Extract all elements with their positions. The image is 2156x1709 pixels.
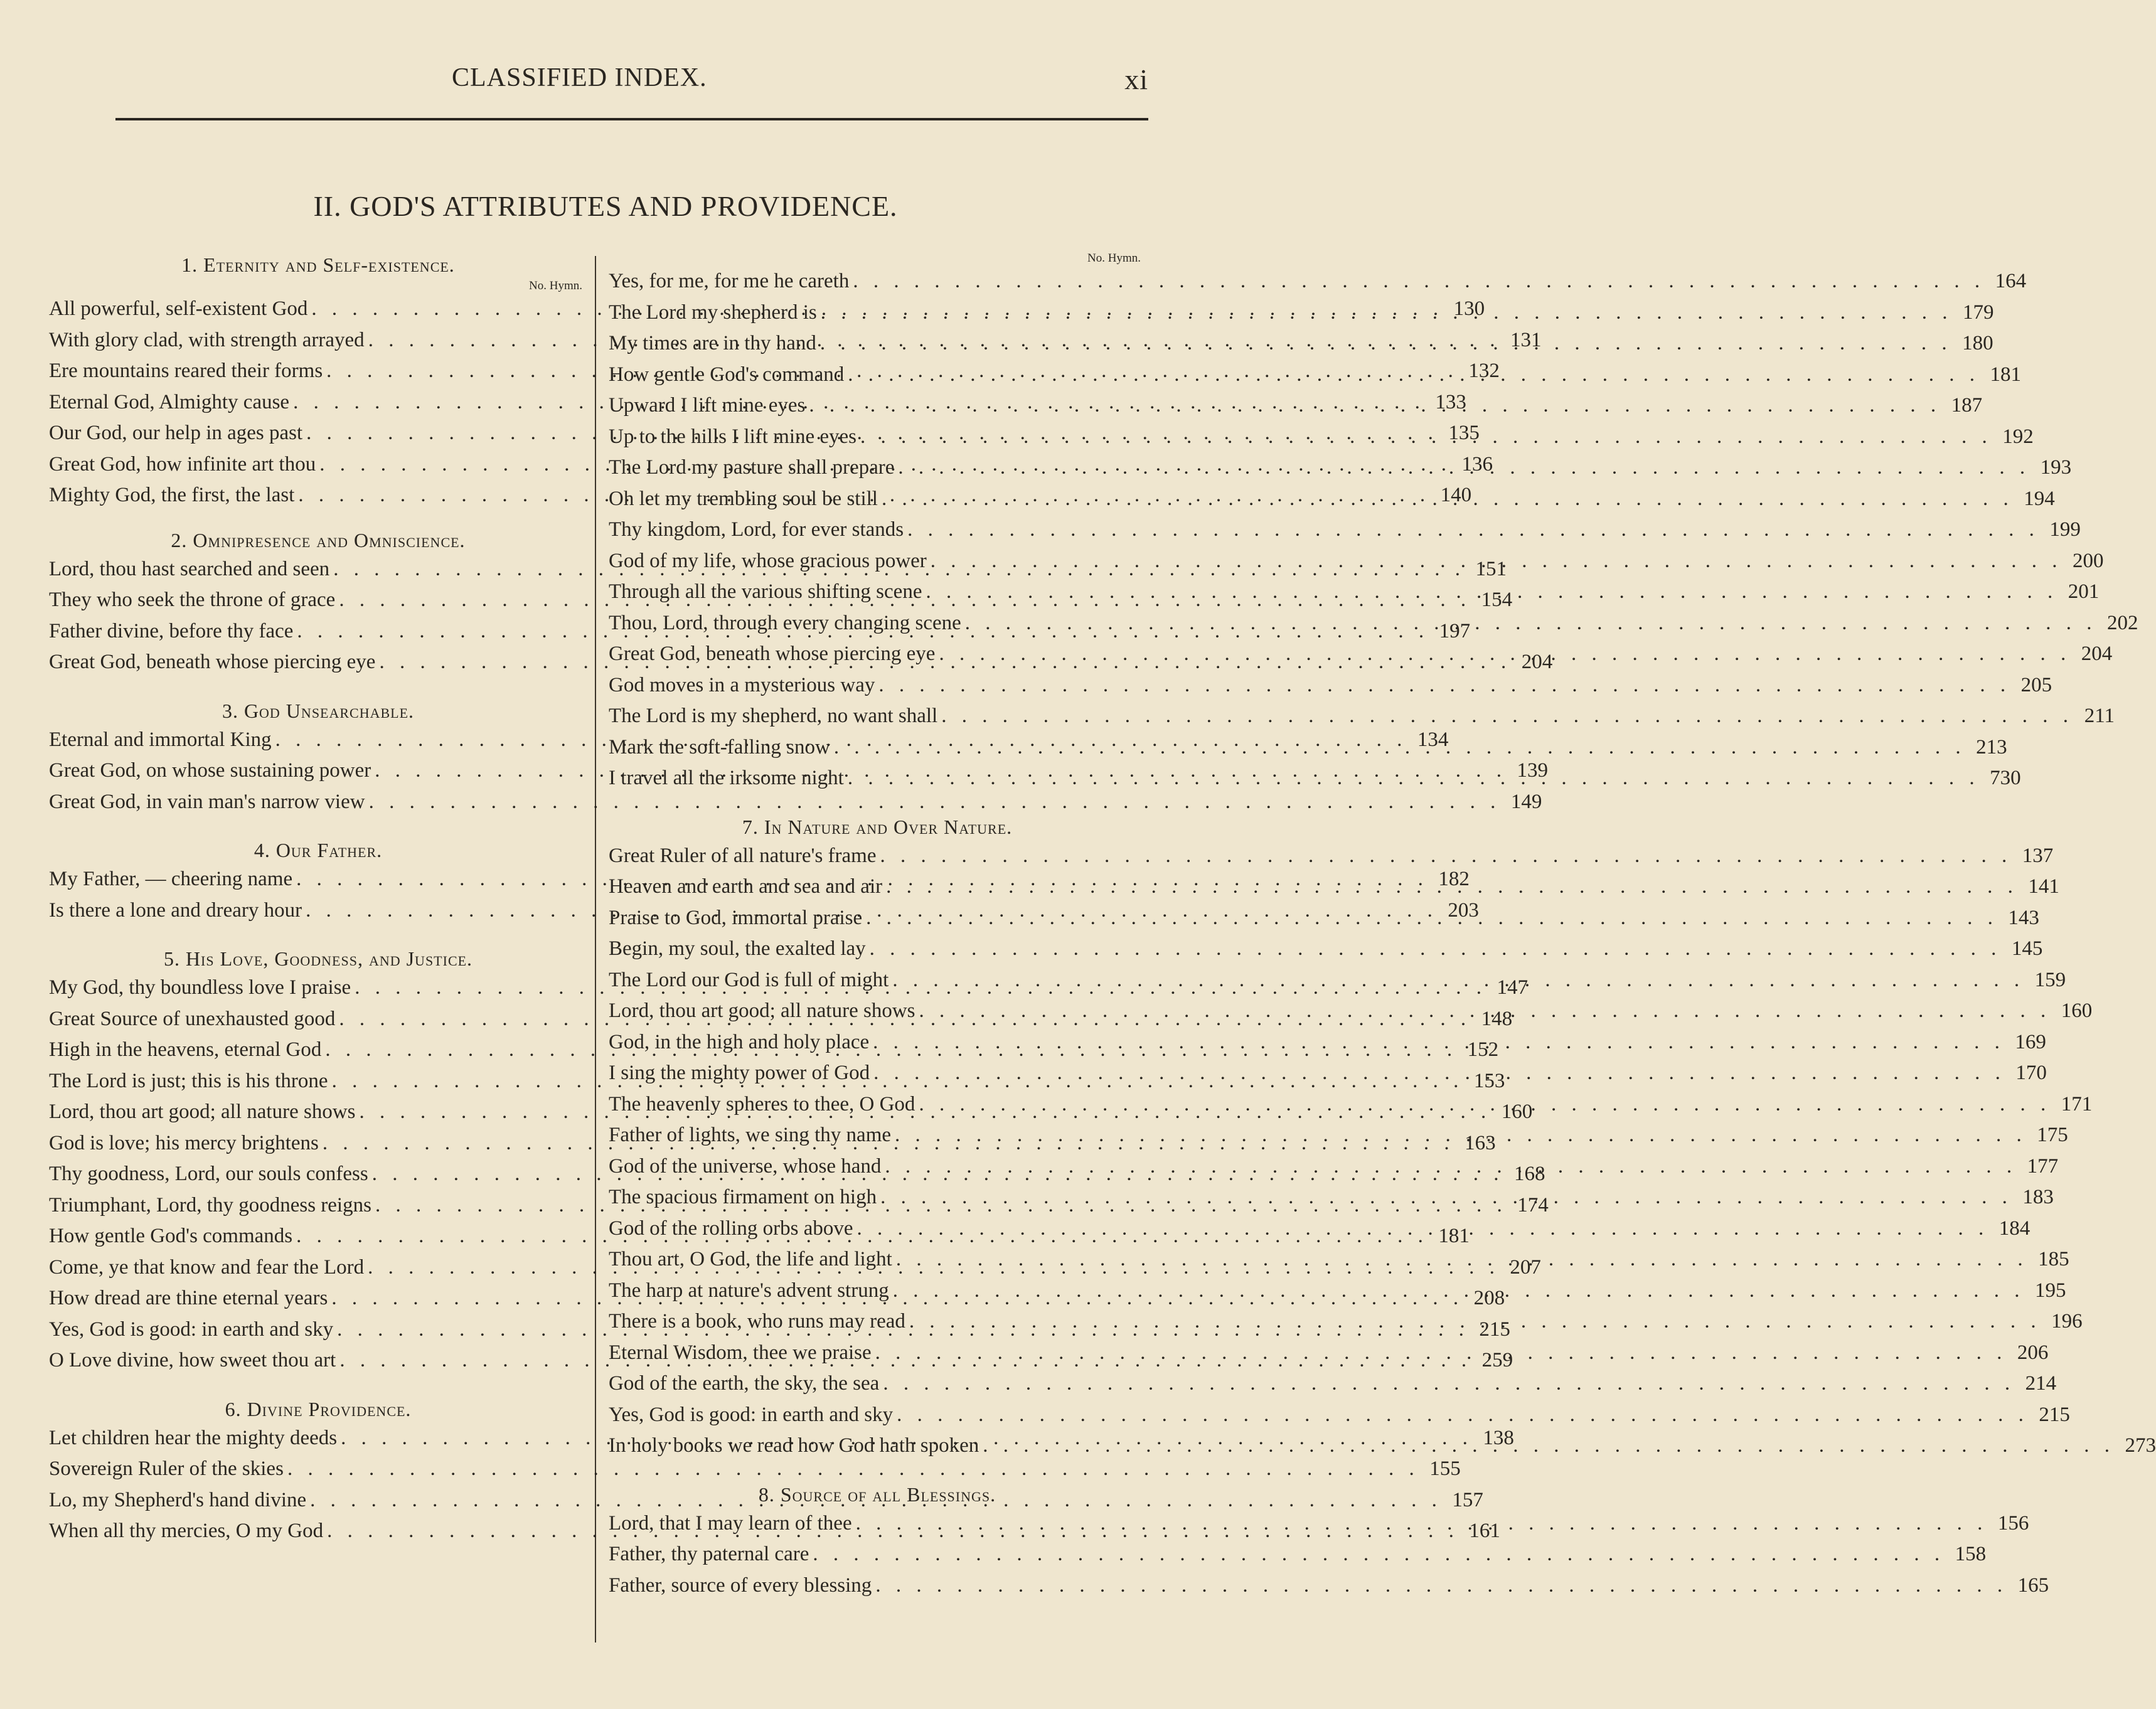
hymn-number: 160 [2061,999,2093,1022]
subsection-heading: 1. Eternity and Self-existence. [181,253,455,276]
hymn-first-line: Yes, God is good: in earth and sky [609,1403,894,1426]
hymn-number: 159 [2034,968,2066,991]
hymn-number: 197 [1439,619,1471,642]
hymn-first-line: High in the heavens, eternal God [49,1038,322,1061]
hymn-number: 213 [1976,735,2007,759]
dot-leader [889,1275,2025,1307]
index-entry [609,266,2027,297]
hymn-first-line: Sovereign Ruler of the skies [49,1457,284,1480]
dot-leader [935,639,2071,670]
hymn-first-line: Thy kingdom, Lord, for ever stands [609,518,904,541]
hymn-number: 156 [1997,1511,2029,1535]
dot-leader [816,328,1952,359]
dot-leader [809,1539,1945,1570]
hymn-first-line: Thou, Lord, through every changing scene [609,611,961,634]
hymn-number: 206 [2017,1341,2049,1364]
hymn-first-line: Great Ruler of all nature's frame [609,844,877,867]
hymn-first-line: Praise to God, immortal praise [609,906,863,929]
hymn-number: 137 [2022,844,2054,867]
hymn-number: 196 [2051,1310,2083,1333]
dot-leader [979,1430,2115,1462]
hymn-first-line: O Love divine, how sweet thou art [49,1349,336,1371]
hymn-first-line: All powerful, self-existent God [49,297,308,320]
header-rule [115,118,1148,120]
dot-leader [862,903,1998,934]
hymn-first-line: How dread are thine eternal years [49,1287,328,1309]
index-entry [609,1368,2057,1400]
hymn-first-line: God, in the high and holy place [609,1030,870,1053]
hymn-number: 215 [1479,1318,1510,1341]
hymn-first-line: Great Source of unexhausted good [49,1007,336,1030]
index-entry [609,701,2115,732]
hymn-number: 184 [1999,1217,2031,1240]
hymn-first-line: The harp at nature's advent strung [609,1279,889,1302]
hymn-number: 181 [1990,363,2022,386]
dot-leader [844,763,1980,794]
hymn-first-line: Eternal God, Almighty cause [49,390,290,413]
hymn-first-line: With glory clad, with strength arrayed [49,328,365,351]
hymn-number: 211 [2084,705,2115,727]
hymn-first-line: The heavenly spheres to thee, O God [609,1092,915,1115]
hymn-first-line: Our God, our help in ages past [49,422,303,444]
hymn-number: 205 [2020,673,2052,696]
hymn-number: 175 [2037,1124,2068,1146]
dot-leader [830,732,1966,764]
dot-leader [961,608,2097,639]
dot-leader [915,996,2051,1027]
hymn-first-line: Thy goodness, Lord, our souls confess [49,1163,368,1185]
hymn-number: 182 [1438,868,1470,890]
dot-leader [853,1213,1989,1245]
hymn-number: 179 [1963,301,1994,324]
hymn-number: 192 [2002,425,2034,448]
hymn-first-line: Eternal Wisdom, thee we praise [609,1341,872,1364]
hymn-first-line: The Lord is just; this is his throne [49,1069,328,1092]
hymn-first-line: Lord, thou hast searched and seen [49,557,330,580]
dot-leader [852,1508,1988,1540]
hymn-first-line: How gentle God's commands [49,1225,293,1247]
dot-leader [877,841,2012,872]
page-title: CLASSIFIED INDEX. [452,63,707,92]
hymn-first-line: Great God, beneath whose piercing eye [49,651,376,673]
hymn-first-line: In holy books we read how God hath spoken [609,1434,979,1457]
hymn-first-line: I travel all the irksome night [609,767,844,789]
hymn-first-line: Yes, for me, for me he careth [609,270,850,292]
dot-leader [893,1400,2029,1431]
dot-leader [877,1182,2012,1213]
hymn-first-line: Is there a lone and dreary hour [49,898,302,922]
hymn-first-line: Father, thy paternal care [609,1543,809,1565]
hymn-first-line: I sing the mighty power of God [609,1062,870,1084]
index-entry [49,647,1553,678]
hymn-first-line: Great God, in vain man's narrow view [49,790,365,813]
hymn-first-line: My Father, — cheering name [49,868,293,890]
dot-leader [879,1368,2015,1400]
hymn-number: 195 [2034,1279,2066,1302]
hymn-first-line: God of the universe, whose hand [609,1154,882,1178]
dot-leader [915,1089,2051,1121]
hymn-first-line: Come, ye that know and fear the Lord [49,1255,365,1279]
hymn-first-line: My God, thy boundless love I praise [49,976,351,999]
dot-leader [817,297,1953,329]
hymn-number: 259 [1481,1349,1513,1371]
dot-leader [889,965,2024,996]
hymn-first-line: There is a book, who runs may read [609,1310,905,1333]
hymn-number: 202 [2107,611,2138,634]
hymn-number: 187 [1951,394,1983,417]
hymn-first-line: Heaven and earth and sea and air [609,875,883,898]
hymn-number: 152 [1467,1038,1499,1061]
hymn-number: 164 [1995,270,2027,292]
hymn-first-line: Lord, thou art good; all nature shows [609,999,915,1022]
hymn-number: 141 [2028,875,2059,898]
hymn-number: 130 [1453,297,1485,320]
hymn-number: 148 [1481,1007,1513,1030]
hymn-number: 133 [1435,390,1466,413]
hymn-number: 168 [1513,1163,1545,1185]
hymn-first-line: Great God, beneath whose piercing eye [609,642,936,665]
dot-leader [844,359,1980,391]
hymn-number: 208 [1473,1287,1505,1309]
hymn-number: 134 [1417,728,1449,751]
hymn-first-line: Eternal and immortal King [49,728,272,751]
subsection-heading: 8. Source of all Blessings. [758,1483,996,1506]
dot-leader [805,390,1941,422]
subsection-heading: 7. In Nature and Over Nature. [742,815,1013,838]
dot-leader [891,1120,2027,1151]
hymn-first-line: When all thy mercies, O my God [49,1520,324,1542]
hymn-first-line: The Lord is my shepherd, no want shall [609,705,938,727]
hymn-first-line: God of the earth, the sky, the sea [609,1372,880,1395]
hymn-first-line: How gentle God's command [609,363,845,386]
hymn-number-column-heading: No. Hymn. [1087,252,1141,265]
hymn-first-line: Oh let my trembling soul be still [609,487,878,510]
hymn-number: 154 [1481,588,1513,611]
hymn-first-line: Lo, my Shepherd's hand divine [49,1488,307,1511]
dot-leader [882,871,2018,903]
hymn-first-line: Mark the soft-falling snow [609,735,830,759]
hymn-number: 157 [1452,1488,1483,1511]
hymn-number: 273 [2125,1434,2156,1457]
subsection-heading: 2. Omnipresence and Omniscience. [171,528,466,551]
hymn-first-line: Triumphant, Lord, thy goodness reigns [49,1193,371,1217]
dot-leader [875,670,2010,701]
hymn-first-line: They who seek the throne of grace [49,588,336,611]
dot-leader [849,266,1985,297]
index-entry [609,934,2043,965]
subsection-heading: 5. His Love, Goodness, and Justice. [163,947,473,970]
dot-leader [904,514,2039,546]
page-number: xi [1124,63,1148,95]
hymn-number: 143 [2008,906,2039,929]
hymn-number: 151 [1475,557,1507,580]
hymn-number-column-heading: No. Hymn. [529,279,582,292]
hymn-first-line: Father of lights, we sing thy name [609,1124,892,1146]
hymn-number: 174 [1517,1193,1549,1217]
dot-leader [870,1058,2005,1089]
dot-leader [922,577,2057,608]
hymn-first-line: Great God, on whose sustaining power [49,759,371,782]
hymn-number: 161 [1469,1520,1500,1542]
dot-leader [872,1570,2007,1602]
hymn-number: 207 [1510,1255,1541,1279]
hymn-number: 153 [1473,1069,1505,1092]
index-entry [609,1539,1987,1570]
dot-leader [894,452,2030,484]
dot-leader [857,422,1992,453]
hymn-number: 180 [1962,332,1993,354]
hymn-first-line: Ere mountains reared their forms [49,359,323,382]
dot-leader [937,701,2073,732]
hymn-number: 171 [2061,1092,2093,1115]
subsection-heading: 6. Divine Providence. [225,1397,412,1420]
hymn-number: 194 [2024,487,2055,510]
hymn-number: 199 [2049,518,2081,541]
hymn-number: 149 [1510,790,1542,813]
hymn-number: 169 [2015,1030,2046,1053]
hymn-number: 165 [2017,1573,2049,1597]
hymn-first-line: God of the rolling orbs above [609,1217,853,1240]
hymn-number: 147 [1497,976,1528,999]
index-entry [609,514,2081,546]
dot-leader [872,1338,2007,1369]
hymn-number: 155 [1429,1457,1461,1480]
hymn-first-line: Father divine, before thy face [49,619,294,642]
hymn-first-line: Mighty God, the first, the last [49,484,295,506]
hymn-number: 163 [1465,1131,1496,1154]
hymn-first-line: Father, source of every blessing [609,1573,872,1597]
hymn-first-line: Yes, God is good: in earth and sky [49,1318,334,1341]
subsection-heading: 3. God Unsearchable. [221,699,415,722]
hymn-number: 135 [1448,422,1480,444]
index-entry [49,1454,1461,1485]
hymn-first-line: The Lord our God is full of might [609,968,889,991]
hymn-number: 145 [2011,937,2043,960]
hymn-number: 183 [2022,1186,2054,1208]
hymn-number: 131 [1510,328,1542,351]
index-entry [609,670,2052,701]
hymn-number: 140 [1440,484,1472,506]
hymn-number: 132 [1468,359,1500,382]
hymn-first-line: Lord, thou art good; all nature shows [49,1100,356,1123]
hymn-number: 201 [2068,580,2100,603]
hymn-first-line: The Lord my shepherd is [609,301,817,324]
dot-leader [892,1244,2028,1275]
index-entry [609,639,2113,670]
hymn-first-line: Begin, my soul, the exalted lay [609,937,866,960]
index-entry [609,841,2054,872]
hymn-number: 138 [1483,1426,1514,1449]
index-entry [609,1570,2049,1602]
hymn-number: 181 [1438,1225,1470,1247]
hymn-number: 193 [2040,456,2072,479]
hymn-number: 204 [2081,642,2113,665]
dot-leader [878,484,2014,515]
index-entry [609,1400,2070,1431]
dot-leader [881,1151,2017,1183]
hymn-first-line: The Lord my pasture shall prepare [609,456,895,479]
hymn-number: 158 [1955,1543,1987,1565]
dot-leader [866,934,2002,965]
hymn-first-line: God of my life, whose gracious power [609,549,927,572]
hymn-number: 177 [2027,1154,2059,1178]
hymn-first-line: My times are in thy hand [609,332,816,354]
hymn-number: 204 [1521,651,1553,673]
hymn-number: 160 [1501,1100,1533,1123]
hymn-first-line: Up to the hills I lift mine eyes [609,425,857,448]
dot-leader [869,1027,2005,1058]
hymn-number: 170 [2015,1062,2047,1084]
hymn-first-line: God is love; his mercy brightens [49,1131,319,1154]
index-entry [49,787,1542,818]
hymn-first-line: Upward I lift mine eyes [609,394,806,417]
hymn-first-line: Thou art, O God, the life and light [609,1248,892,1270]
hymn-number: 139 [1517,759,1548,782]
hymn-first-line: The spacious firmament on high [609,1186,877,1208]
hymn-number: 185 [2038,1248,2069,1270]
hymn-first-line: God moves in a mysterious way [609,673,875,696]
hymn-number: 214 [2025,1372,2057,1395]
hymn-number: 730 [1990,767,2021,789]
hymn-first-line: Lord, that I may learn of thee [609,1511,852,1535]
dot-leader [927,546,2063,577]
hymn-first-line: Let children hear the mighty deeds [49,1426,338,1449]
hymn-first-line: Great God, how infinite art thou [49,452,316,476]
dot-leader [905,1306,2041,1338]
subsection-heading: 4. Our Father. [253,839,383,861]
hymn-number: 203 [1448,898,1479,922]
hymn-number: 215 [2039,1403,2070,1426]
hymn-number: 136 [1461,452,1493,476]
hymn-first-line: Through all the various shifting scene [609,580,922,603]
section-title: II. GOD'S ATTRIBUTES AND PROVIDENCE. [313,190,898,222]
hymn-number: 200 [2073,549,2104,572]
